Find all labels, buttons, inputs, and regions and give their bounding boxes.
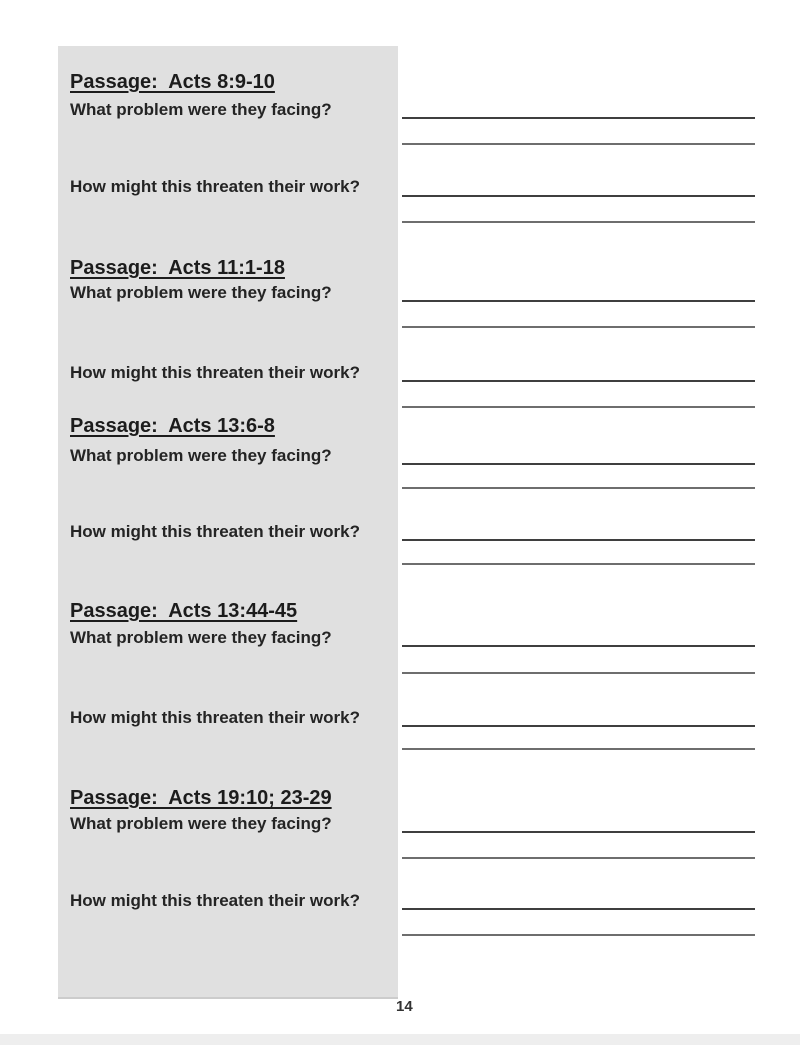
question-problem-label: What problem were they facing? [70, 446, 332, 465]
scan-edge-shadow [0, 1034, 800, 1045]
question-threat-label: How might this threaten their work? [70, 708, 360, 727]
answer-line [402, 857, 755, 859]
answer-line [402, 539, 755, 541]
answer-line [402, 326, 755, 328]
answer-line [402, 725, 755, 727]
answer-line [402, 221, 755, 223]
passage-heading: Passage: Acts 13:44-45 [70, 600, 298, 622]
answer-line [402, 748, 755, 750]
answer-line [402, 463, 755, 465]
question-problem-label: What problem were they facing? [70, 100, 332, 119]
answer-line [402, 831, 755, 833]
question-problem-label: What problem were they facing? [70, 283, 332, 302]
question-threat-label: How might this threaten their work? [70, 177, 360, 196]
answer-line [402, 406, 755, 408]
question-threat-label: How might this threaten their work? [70, 891, 360, 910]
answer-line [402, 563, 755, 565]
question-problem-label: What problem were they facing? [70, 814, 332, 833]
answer-line [402, 934, 755, 936]
answer-line [402, 487, 755, 489]
passage-heading: Passage: Acts 8:9-10 [70, 71, 275, 93]
answer-line [402, 908, 755, 910]
answer-line [402, 645, 755, 647]
passage-heading: Passage: Acts 19:10; 23-29 [70, 787, 332, 809]
page-number: 14 [396, 998, 413, 1015]
question-threat-label: How might this threaten their work? [70, 363, 360, 382]
answer-line [402, 195, 755, 197]
answer-line [402, 117, 755, 119]
question-problem-label: What problem were they facing? [70, 628, 332, 647]
passage-heading: Passage: Acts 11:1-18 [70, 257, 285, 279]
answer-line [402, 143, 755, 145]
answer-line [402, 380, 755, 382]
passage-heading: Passage: Acts 13:6-8 [70, 415, 275, 437]
question-threat-label: How might this threaten their work? [70, 522, 360, 541]
answer-line [402, 300, 755, 302]
answer-line [402, 672, 755, 674]
